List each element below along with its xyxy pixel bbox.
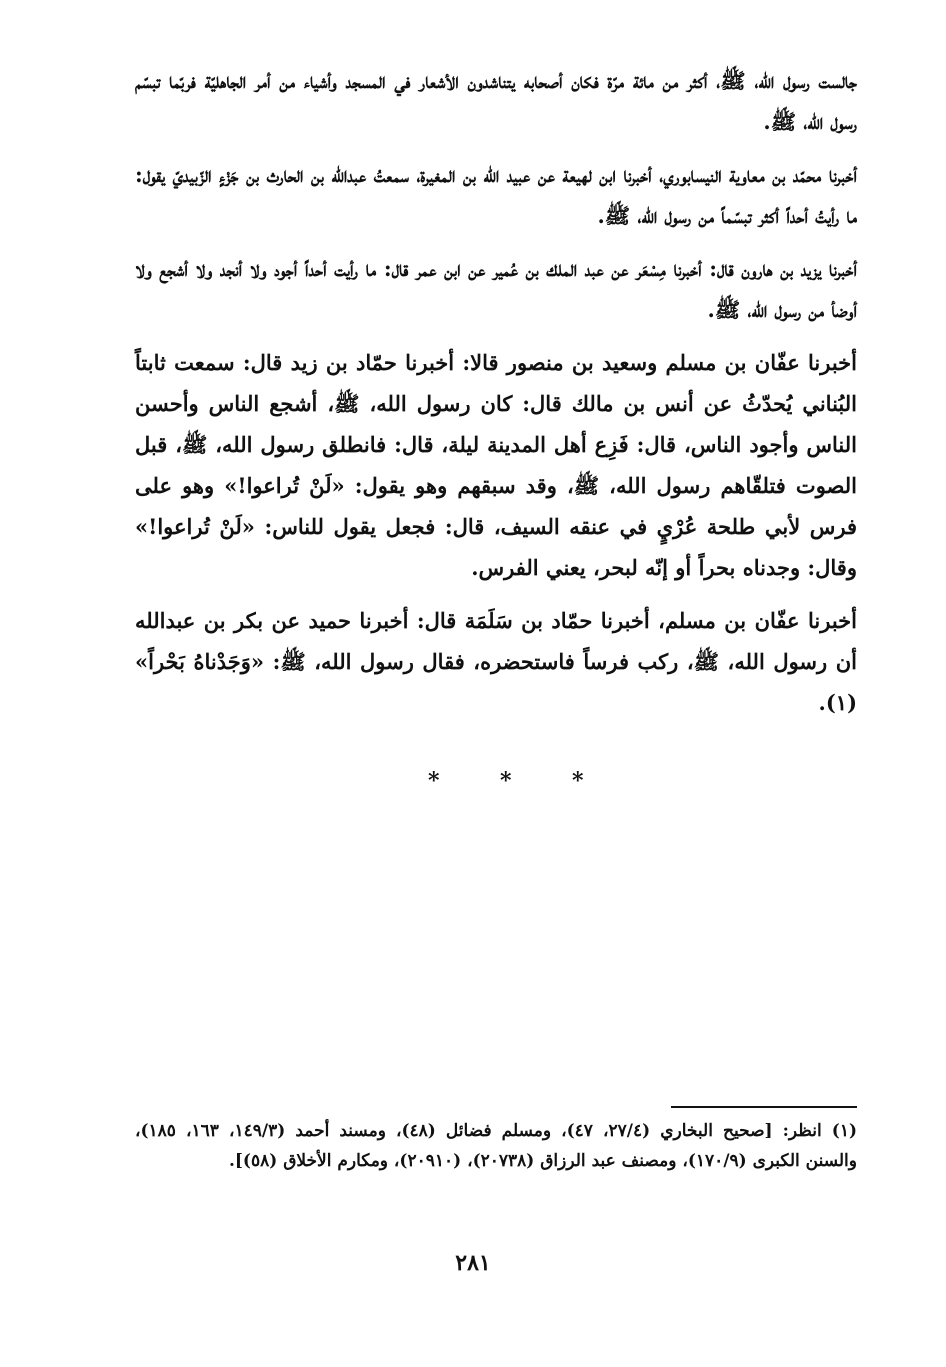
paragraph-1: جالست رسول الله، ﷺ، أكثر من مائة مرّة فكان أصحابه يتناشدون الأشعار في المسجد وأشياء من أمر الجاهليّة فربّما تبسّم رسول الله، ﷺ. xyxy=(135,68,857,134)
paragraph-3: أخبرنا يزيد بن هارون قال: أخبرنا مِسْعَر عن عبد الملك بن عُمير عن ابن عمر قال: ما رأيت أحداً أجود ولا أنجد ولا أشجع ولا أوضأ من رسول الله، ﷺ. xyxy=(135,256,857,322)
separator-star: * xyxy=(500,768,512,794)
footnotes xyxy=(135,1116,857,1176)
main-text xyxy=(135,60,857,735)
separator-star: * xyxy=(572,768,584,794)
paragraph-5: أخبرنا عفّان بن مسلم، أخبرنا حمّاد بن سَلَمَة قال: أخبرنا حميد عن بكر بن عبدالله أن رسول الله، ﷺ، ركب فرساً فاستحضره، فقال رسول الله، ﷺ: «وَجَدْناهُ بَحْراً» (١). xyxy=(135,608,857,715)
section-separator xyxy=(0,768,946,798)
separator-star: * xyxy=(428,768,440,794)
page-number: ٢٨١ xyxy=(455,1250,491,1276)
paragraph-2: أخبرنا محمّد بن معاوية النيسابوري، أخبرنا ابن لهيعة عن عبيد الله بن المغيرة، سمعتُ عبدالله بن الحارث بن جَزْءٍ الزّبيديّ يقول: ما رأيتُ أحداً أكثر تبسّماً من رسول الله، ﷺ. xyxy=(135,162,857,228)
paragraph-4: أخبرنا عفّان بن مسلم وسعيد بن منصور قالا: أخبرنا حمّاد بن زيد قال: سمعت ثابتاً البُناني يُحدّثُ عن أنس بن مالك قال: كان رسول الله، ﷺ، أشجع الناس وأحسن الناس وأجود الناس، قال: فَزِع أهل المدينة ليلة، قال: فانطلق رسول الله، ﷺ، قبل الصوت فتلقّاهم رسول الله، ﷺ، وقد سبقهم وهو يقول: «لَنْ تُراعوا!» وهو على فرس لأبي طلحة عُرْيٍ في عنقه السيف، قال: فجعل يقول للناس: «لَنْ تُراعوا!» وقال: وجدناه بحراً أو إنّه لبحر، يعني الفرس. xyxy=(135,350,857,580)
footnote-rule xyxy=(671,1106,857,1108)
footnote-1: (١) انظر: [صحيح البخاري (٢٧/٤، ٤٧)، ومسلم فضائل (٤٨)، ومسند أحمد (١٤٩/٣، ١٦٣، ١٨٥)، والسنن الكبرى (١٧٠/٩)، ومصنف عبد الرزاق (٢٠٧٣٨)، (٢٠٩١٠)، ومكارم الأخلاق (٥٨)]. xyxy=(135,1121,857,1171)
